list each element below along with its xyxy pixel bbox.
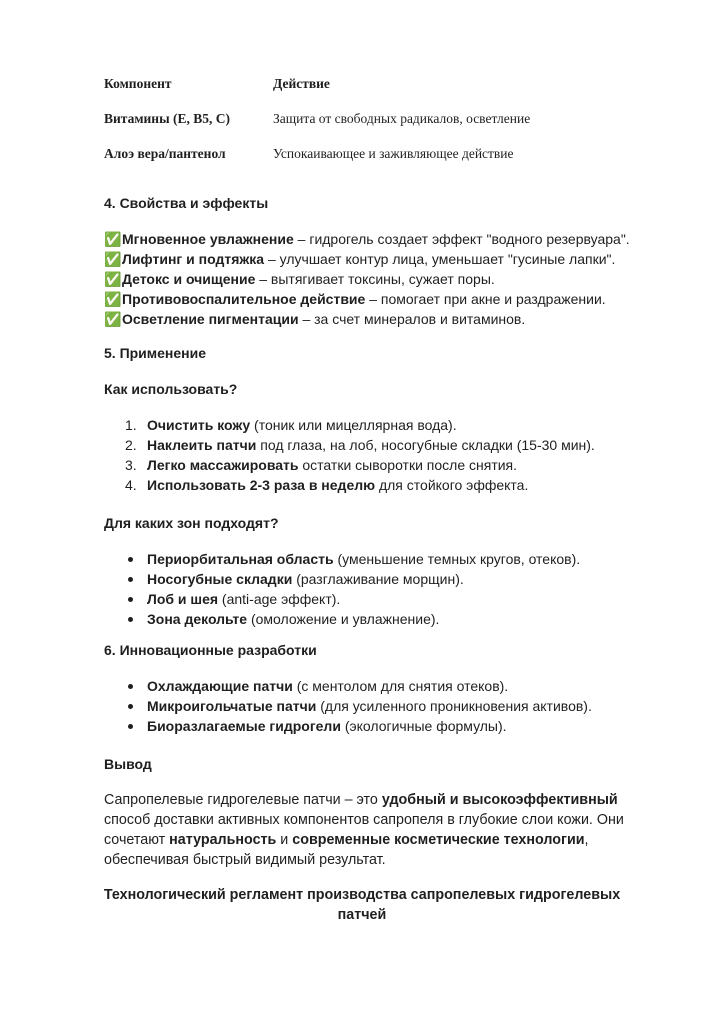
item-text: (экологичные формулы).	[340, 718, 507, 734]
paragraph-text: способ доставки активных компонентов сапропеля в глубокие слои кожи. Они сочетают	[104, 812, 624, 848]
list-item	[104, 289, 664, 309]
list-item	[104, 475, 664, 495]
item-bold: Биоразлагаемые гидрогели	[147, 718, 341, 734]
list-item	[104, 269, 664, 289]
list-item	[104, 309, 664, 329]
table-cell-component: Витамины (Е, В5, С)	[104, 111, 230, 126]
bullet-icon	[128, 617, 133, 622]
checkmark-icon: ✅	[104, 251, 122, 267]
list-item	[104, 569, 664, 589]
item-text: (омоложение и увлажнение).	[247, 611, 440, 627]
paragraph-bold: современные косметические технологии	[292, 832, 585, 848]
paragraph-bold: удобный и высокоэффективный	[381, 792, 618, 808]
item-number: 4.	[125, 477, 137, 493]
item-bold: Наклеить патчи	[147, 437, 257, 453]
table-cell-component: Алоэ вера/пантенол	[104, 146, 226, 161]
item-bold: Лоб и шея	[147, 591, 219, 607]
list-item	[104, 249, 664, 269]
list-item	[104, 455, 664, 475]
paragraph-text: и	[276, 832, 293, 848]
regulation-heading: Технологический регламент производства сапропелевых гидрогелевых патчей	[103, 887, 621, 923]
list-item	[104, 435, 664, 455]
item-text: остатки сыворотки после снятия.	[298, 457, 518, 473]
table-header-action: Действие	[273, 76, 330, 91]
checkmark-icon: ✅	[104, 291, 122, 307]
item-bold: Использовать 2-3 раза в неделю	[147, 477, 376, 493]
item-text: (для усиленного проникновения активов).	[316, 698, 592, 714]
bullet-icon	[128, 704, 133, 709]
table-row	[104, 111, 624, 146]
item-text: – гидрогель создает эффект "водного резервуара".	[293, 231, 630, 247]
bullet-icon	[128, 597, 133, 602]
item-text: для стойкого эффекта.	[375, 477, 529, 493]
section-conclusion	[104, 754, 664, 870]
item-bold: Очистить кожу	[147, 417, 251, 433]
innovations-list	[104, 676, 664, 736]
section-innovations	[104, 640, 664, 736]
section-title: 5. Применение	[104, 345, 207, 361]
item-bold: Носогубные складки	[147, 571, 293, 587]
paragraph-text: Сапропелевые гидрогелевые патчи – это	[104, 792, 382, 808]
item-text: (с ментолом для снятия отеков).	[292, 678, 509, 694]
list-item	[104, 549, 664, 569]
howto-list	[104, 415, 664, 495]
item-bold: Зона декольте	[147, 611, 248, 627]
item-text: – вытягивает токсины, сужает поры.	[255, 271, 495, 287]
subsection-title: Как использовать?	[104, 381, 238, 397]
table-cell-action: Защита от свободных радикалов, осветление	[273, 111, 531, 126]
section-title: 6. Инновационные разработки	[104, 642, 317, 658]
item-text: под глаза, на лоб, носогубные складки (15-30 мин).	[256, 437, 595, 453]
table-row	[104, 146, 624, 181]
item-bold: Охлаждающие патчи	[147, 678, 293, 694]
item-number: 1.	[125, 417, 137, 433]
item-bold: Периорбитальная область	[147, 551, 334, 567]
item-bold: Микроигольчатые патчи	[147, 698, 317, 714]
list-item	[104, 609, 664, 629]
list-item	[104, 676, 664, 696]
section-properties	[104, 193, 664, 329]
table-header-component: Компонент	[104, 76, 172, 91]
item-bold: Детокс и очищение	[122, 271, 256, 287]
list-item	[104, 229, 664, 249]
item-bold: Осветление пигментации	[122, 311, 299, 327]
table-header-row	[104, 76, 624, 111]
list-item	[104, 696, 664, 716]
zones-list	[104, 549, 664, 629]
list-item	[104, 415, 664, 435]
item-number: 2.	[125, 437, 137, 453]
paragraph-text: , обеспечивая быстрый видимый результат.	[104, 832, 589, 868]
item-text: – за счет минералов и витаминов.	[298, 311, 526, 327]
item-text: (уменьшение темных кругов, отеков).	[333, 551, 581, 567]
paragraph-bold: натуральность	[169, 832, 277, 848]
item-number: 3.	[125, 457, 137, 473]
bullet-icon	[128, 557, 133, 562]
item-text: – улучшает контур лица, уменьшает "гусиные лапки".	[264, 251, 616, 267]
bullet-icon	[128, 724, 133, 729]
item-bold: Мгновенное увлажнение	[122, 231, 294, 247]
item-bold: Легко массажировать	[147, 457, 299, 473]
section-title: Вывод	[104, 756, 152, 772]
item-text: (разглаживание морщин).	[292, 571, 464, 587]
table-cell-action: Успокаивающее и заживляющее действие	[273, 146, 514, 161]
item-bold: Лифтинг и подтяжка	[122, 251, 265, 267]
section-application	[104, 343, 664, 629]
conclusion-paragraph	[104, 790, 664, 870]
section-title: 4. Свойства и эффекты	[104, 195, 269, 211]
checkmark-icon: ✅	[104, 271, 122, 287]
checkmark-icon: ✅	[104, 231, 122, 247]
list-item	[104, 589, 664, 609]
item-text: (тоник или мицеллярная вода).	[250, 417, 457, 433]
item-text: (anti-age эффект).	[218, 591, 341, 607]
item-bold: Противовоспалительное действие	[122, 291, 366, 307]
checkmark-icon: ✅	[104, 311, 122, 327]
subsection-title: Для каких зон подходят?	[104, 515, 279, 531]
bullet-icon	[128, 577, 133, 582]
list-item	[104, 716, 664, 736]
components-table	[104, 76, 624, 181]
bullet-icon	[128, 684, 133, 689]
item-text: – помогает при акне и раздражении.	[365, 291, 606, 307]
